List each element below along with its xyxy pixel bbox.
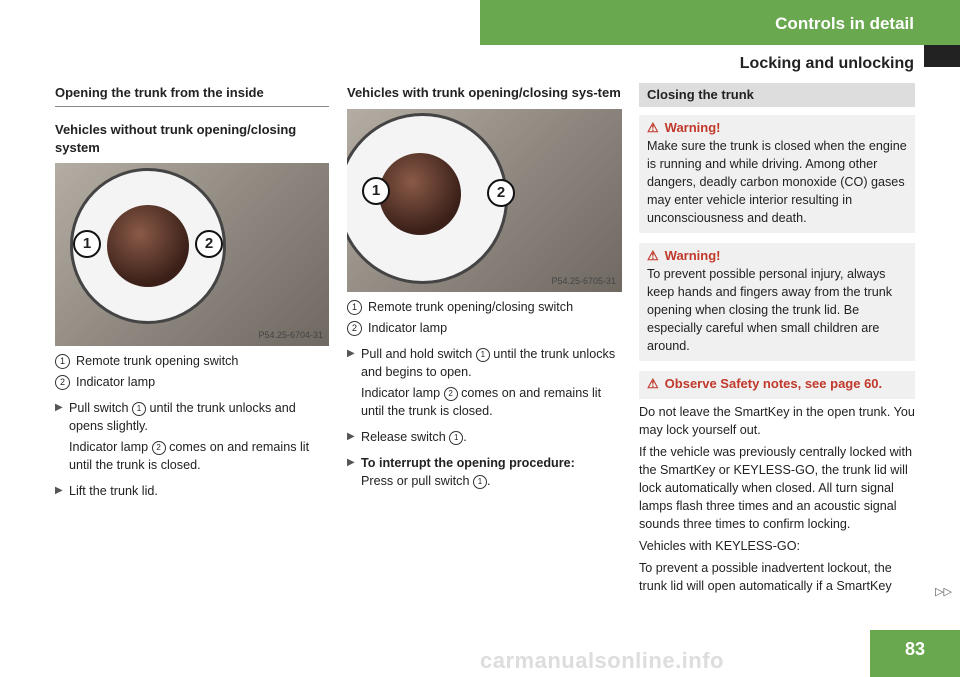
step-interrupt: ▶ To interrupt the opening procedure: Press or pull switch 1 . <box>347 456 575 488</box>
callout-2: 2 <box>195 230 223 258</box>
safety-box <box>639 371 915 399</box>
switch-knob <box>107 205 189 287</box>
col2-photo <box>347 109 622 292</box>
photo-code: P54.25-6704-31 <box>258 330 323 340</box>
switch-knob <box>379 153 461 235</box>
col2-legend <box>347 298 622 337</box>
col1-title: Opening the trunk from the inside <box>55 84 329 107</box>
section-title: Controls in detail <box>775 14 914 33</box>
arrow-bullet-icon: ▶ <box>347 457 355 468</box>
step-release-switch: ▶ Release switch 1 . <box>347 430 467 444</box>
warning-triangle-icon: ⚠ <box>647 248 659 263</box>
column-1 <box>55 84 329 502</box>
body-paragraph: Vehicles with KEYLESS-GO: <box>639 539 800 553</box>
step-pull-switch: ▶ Pull switch 1 until the trunk unlocks and opens slightly. <box>55 401 296 433</box>
warning-triangle-icon: ⚠ <box>647 376 659 391</box>
arrow-bullet-icon: ▶ <box>55 402 63 413</box>
body-paragraph: Do not leave the SmartKey in the open trunk. You may lock yourself out. <box>639 405 915 437</box>
col2-title: Vehicles with trunk opening/closing sys-tem <box>347 85 621 100</box>
arrow-bullet-icon: ▶ <box>55 485 63 496</box>
arrow-bullet-icon: ▶ <box>347 431 355 442</box>
body-paragraph: If the vehicle was previously centrally locked with the SmartKey or KEYLESS-GO, the trunk lid will lock automatically when closed. All turn signal lamps flash three times and an acoustic signal sounds three times to confirm locking. <box>639 445 912 531</box>
warning-text: To prevent possible personal injury, always keep hands and fingers away from the trunk opening when closing the trunk lid. Be especially careful when small children are around. <box>647 267 893 353</box>
photo-code: P54.25-6705-31 <box>551 276 616 286</box>
legend-item: 2 Indicator lamp <box>55 373 329 391</box>
callout-1: 1 <box>73 230 101 258</box>
callout-2: 2 <box>487 179 515 207</box>
column-3 <box>639 83 915 599</box>
col1-photo <box>55 163 329 346</box>
warning-text: Make sure the trunk is closed when the engine is running and while driving. Among other dangers, deadly carbon monoxide (CO) gases may enter vehicle interior resulting in unconsciousness and death. <box>647 139 907 225</box>
body-paragraph: To prevent a possible inadvertent lockout, the trunk lid will open automatically if a SmartKey <box>639 561 892 593</box>
callout-1: 1 <box>362 177 390 205</box>
warning-box-1: ⚠ Warning! Make sure the trunk is closed when the engine is running and while driving. Among other dangers, deadly carbon monoxide (CO) gases may enter vehicle interior resulting in unconsciousness and death. <box>639 115 915 233</box>
step-lift-lid: ▶ Lift the trunk lid. <box>55 484 158 498</box>
column-2 <box>347 84 622 492</box>
indicator-note: Indicator lamp 2 comes on and remains lit until the trunk is closed. <box>69 440 310 472</box>
closing-trunk-heading: Closing the trunk <box>639 83 915 107</box>
watermark: carmanualsonline.info <box>480 648 724 673</box>
legend-item: 1 Remote trunk opening/closing switch <box>347 298 622 316</box>
indicator-note: Indicator lamp 2 comes on and remains lit until the trunk is closed. <box>361 386 602 418</box>
warning-triangle-icon: ⚠ <box>647 120 659 135</box>
page-number: 83 <box>870 630 960 677</box>
step-hold-switch: ▶ Pull and hold switch 1 until the trunk unlocks and begins to open. <box>347 347 616 379</box>
legend-item: 1 Remote trunk opening switch <box>55 352 329 370</box>
warning-box-2: ⚠ Warning! To prevent possible personal injury, always keep hands and fingers away from the trunk opening when closing the trunk lid. Be especially careful when small children are around. <box>639 243 915 361</box>
arrow-bullet-icon: ▶ <box>347 348 355 359</box>
continued-icon: ▷▷ <box>935 586 952 598</box>
safety-link[interactable]: Observe Safety notes, see page 60. <box>664 376 883 391</box>
col1-legend <box>55 352 329 391</box>
header-marker <box>924 45 960 67</box>
col1-subtitle: Vehicles without trunk opening/closing system <box>55 122 297 155</box>
legend-item: 2 Indicator lamp <box>347 319 622 337</box>
subsection-title: Locking and unlocking <box>739 55 914 72</box>
